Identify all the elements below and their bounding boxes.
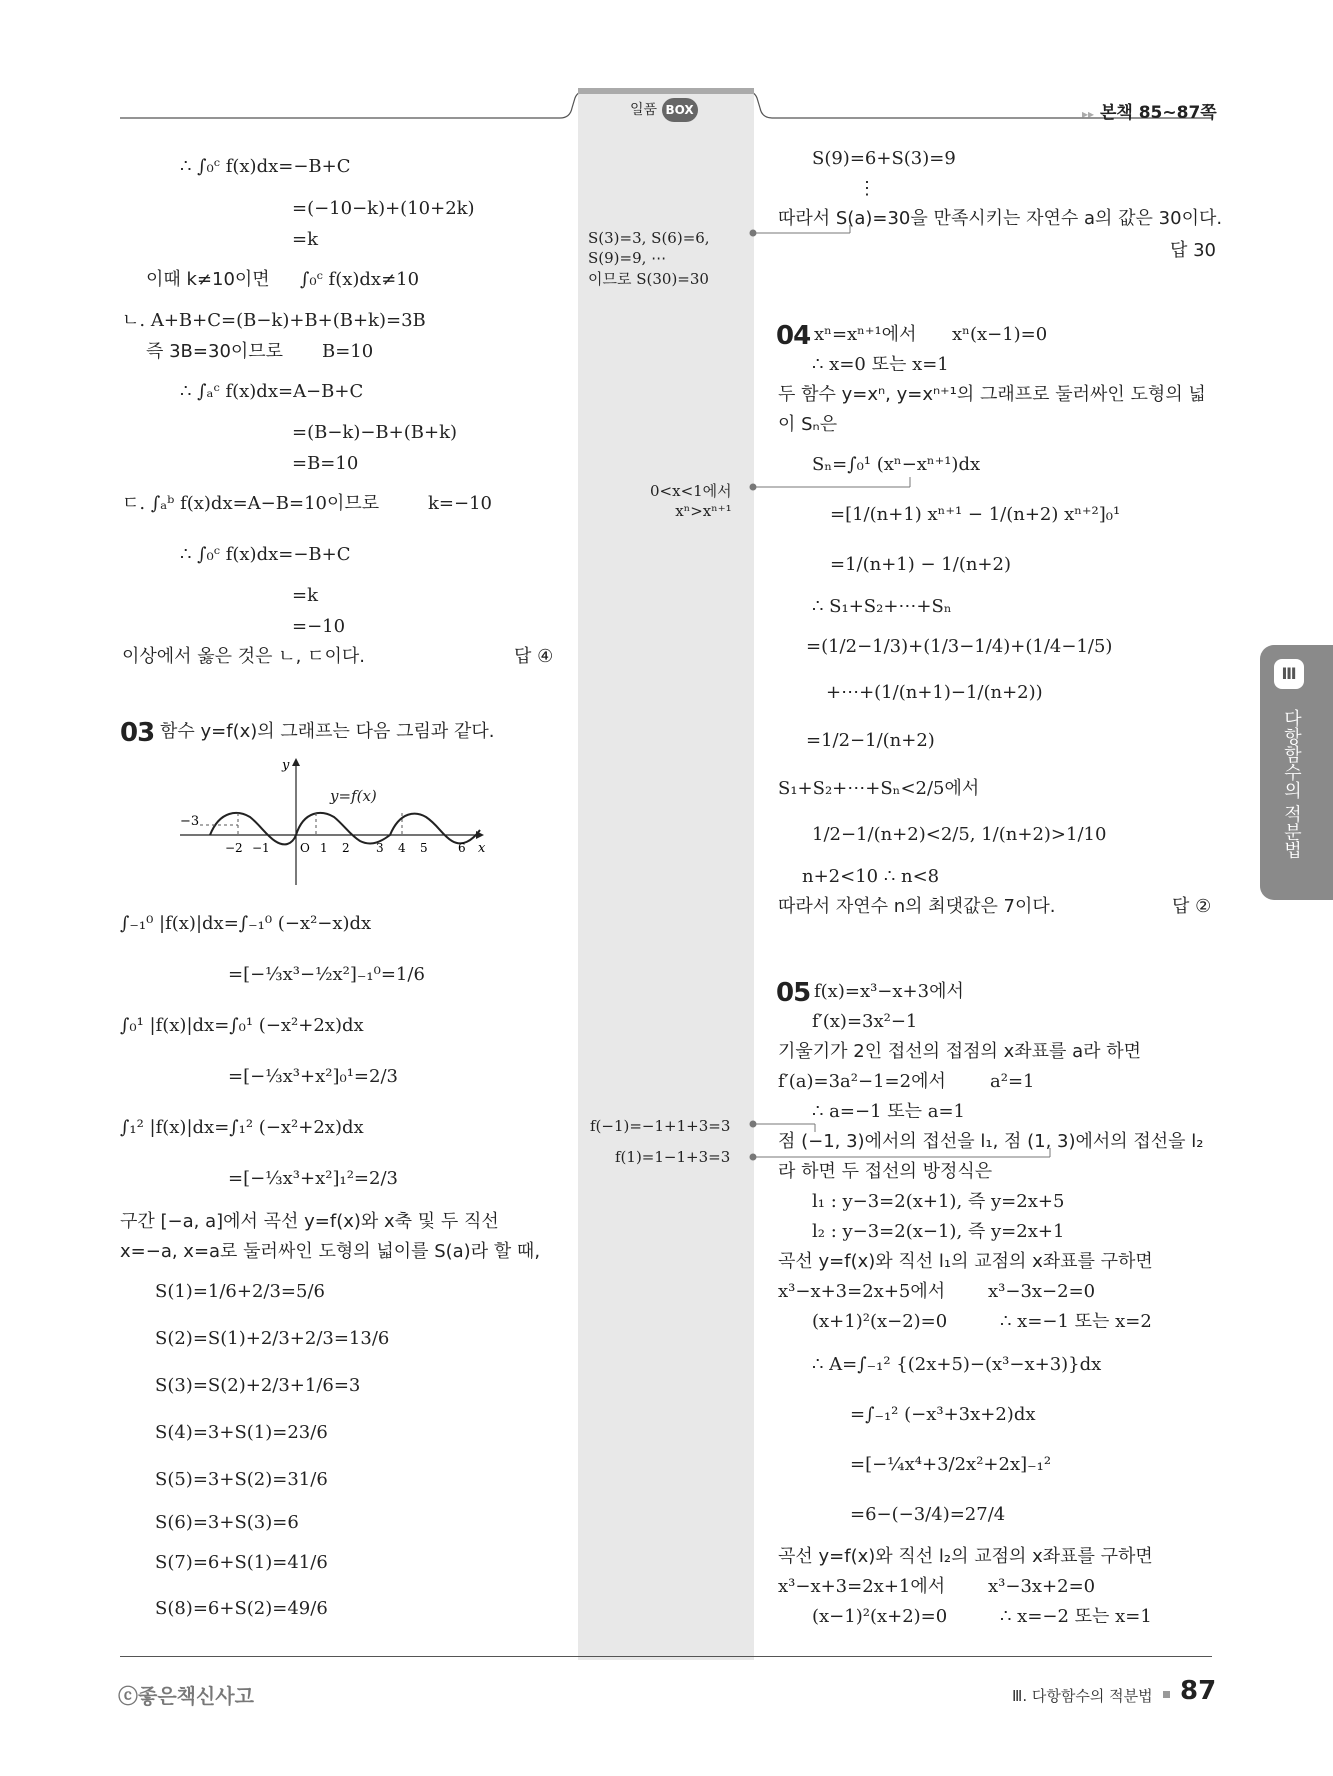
left-line-7: ∴ ∫ₐᶜ f(x)dx=A−B+C [180,381,364,402]
p04-h: =1/(n+1) − 1/(n+2) [830,554,1011,575]
s-4: S(4)=3+S(1)=23/6 [155,1422,328,1443]
svg-text:3: 3 [376,841,384,855]
p05-d: f′(a)=3a²−1=2에서 [778,1071,946,1092]
p05-h: l₁ : y−3=2(x+1), 즉 y=2x+5 [812,1191,1065,1212]
p04-b: xⁿ(x−1)=0 [952,324,1048,345]
p05-o: =[−¼x⁴+3/2x²+2x]₋₁² [850,1454,1052,1475]
svg-text:O: O [300,841,310,855]
footer-line [120,1656,1212,1657]
svg-text:x: x [478,841,486,856]
s-5: S(5)=3+S(2)=31/6 [155,1469,328,1490]
left-line-1: ∴ ∫₀ᶜ f(x)dx=−B+C [180,156,351,177]
left-line-2: =(−10−k)+(10+2k) [292,198,475,219]
p05-g: 라 하면 두 접선의 방정식은 [778,1161,993,1182]
svg-text:2: 2 [342,841,350,855]
svg-text:6: 6 [458,841,466,855]
p05-s2: ∴ x=−2 또는 x=1 [1000,1606,1152,1627]
p04-e: 이 Sₙ은 [778,414,838,435]
svg-text:5: 5 [420,841,428,855]
left-line-3: =k [292,229,318,250]
left-line-4b: ∫₀ᶜ f(x)dx≠10 [300,269,420,290]
p04-g: =[1/(n+1) xⁿ⁺¹ − 1/(n+2) xⁿ⁺²]₀¹ [830,504,1121,525]
left-line-4a: 이때 k≠10이면 [146,269,270,290]
p05-c: 기울기가 2인 접선의 접점의 x좌표를 a라 하면 [778,1041,1142,1062]
graph-function-label: y=f(x) [330,787,377,805]
p04-l: =1/2−1/(n+2) [806,730,935,751]
publisher-logo: ⓒ좋은책신사고 [118,1684,254,1708]
svg-text:−2: −2 [225,841,243,855]
problem-03-text: 함수 y=f(x)의 그래프는 다음 그림과 같다. [160,721,495,742]
left-line-9: =B=10 [292,453,359,474]
left-line-5: ㄴ. A+B+C=(B−k)+B+(B+k)=3B [122,310,426,331]
p05-l2: ∴ x=−1 또는 x=2 [1000,1311,1152,1332]
answer-4: 답 ④ [514,646,554,667]
chevron-icon: ▸▸ [1082,107,1095,121]
p05-i: l₂ : y−3=2(x−1), 즉 y=2x+1 [812,1221,1065,1242]
integral-1-result: =[−⅓x³−½x²]₋₁⁰=1/6 [228,964,425,985]
footer-separator [1163,1691,1170,1698]
p04-m: S₁+S₂+⋯+Sₙ<2/5에서 [778,778,980,799]
p05-b: f′(x)=3x²−1 [812,1011,918,1032]
note-3: f(−1)=−1+1+3=3 [590,1117,731,1135]
right-line-1: S(9)=6+S(3)=9 [812,148,956,169]
p05-s: (x−1)²(x+2)=0 [812,1606,948,1627]
p05-e: ∴ a=−1 또는 a=1 [812,1101,966,1122]
p05-a: f(x)=x³−x+3에서 [814,981,964,1002]
left-line-6b: B=10 [322,341,374,362]
p05-m: ∴ A=∫₋₁² {(2x+5)−(x³−x+3)}dx [812,1354,1102,1375]
p04-d: 두 함수 y=xⁿ, y=xⁿ⁺¹의 그래프로 둘러싸인 도형의 넓 [778,384,1206,405]
svg-text:−1: −1 [252,841,270,855]
integral-1: ∫₋₁⁰ |f(x)|dx=∫₋₁⁰ (−x²−x)dx [120,913,372,934]
answer-30: 답 30 [1170,240,1217,261]
p05-k2: x³−3x−2=0 [988,1281,1096,1302]
s-6: S(6)=3+S(3)=6 [155,1512,299,1533]
p04-j: =(1/2−1/3)+(1/3−1/4)+(1/4−1/5) [806,636,1113,657]
problem-03-number: 03 [120,718,155,748]
left-line-13: =−10 [292,616,346,637]
p04-p: 따라서 자연수 n의 최댓값은 7이다. [778,896,1056,917]
side-tab-roman: Ⅲ [1274,659,1304,689]
page-number: 87 [1180,1676,1217,1706]
p05-p: =6−(−3/4)=27/4 [850,1504,1006,1525]
p04-k: +⋯+(1/(n+1)−1/(n+2)) [826,682,1043,703]
svg-text:y: y [282,758,290,773]
left-line-6a: 즉 3B=30이므로 [146,341,284,362]
s-2: S(2)=S(1)+2/3+2/3=13/6 [155,1328,390,1349]
left-line-10a: ㄷ. ∫ₐᵇ f(x)dx=A−B=10이므로 [122,493,380,514]
page-ref: ▸▸ 본책 85~87쪽 [1082,103,1217,123]
left-line-12: =k [292,585,318,606]
problem-04-number: 04 [776,321,811,351]
s-8: S(8)=6+S(2)=49/6 [155,1598,328,1619]
s-1: S(1)=1/6+2/3=5/6 [155,1281,325,1302]
p05-q: 곡선 y=f(x)와 직선 l₂의 교점의 x좌표를 구하면 [778,1546,1153,1567]
integral-2: ∫₀¹ |f(x)|dx=∫₀¹ (−x²+2x)dx [120,1015,364,1036]
left-line-14: 이상에서 옳은 것은 ㄴ, ㄷ이다. [122,646,365,667]
p05-d2: a²=1 [990,1071,1035,1092]
right-vdots: ⋮ [858,178,876,199]
description-line-1: 구간 [−a, a]에서 곡선 y=f(x)와 x축 및 두 직선 [120,1211,499,1232]
p04-o: n+2<10 ∴ n<8 [802,866,940,887]
p04-i: ∴ S₁+S₂+⋯+Sₙ [812,596,952,617]
box-label-a: 일품 [630,102,658,118]
p04-n: 1/2−1/(n+2)<2/5, 1/(n+2)>1/10 [812,824,1107,845]
description-line-2: x=−a, x=a로 둘러싸인 도형의 넓이를 S(a)라 할 때, [120,1241,541,1262]
p05-l: (x+1)²(x−2)=0 [812,1311,948,1332]
problem-05-number: 05 [776,978,811,1008]
p05-k: x³−x+3=2x+5에서 [778,1281,946,1302]
footer-chapter: Ⅲ. 다항함수의 적분법 [1012,1687,1153,1705]
svg-text:−3: −3 [180,814,200,829]
right-line-3: 따라서 S(a)=30을 만족시키는 자연수 a의 값은 30이다. [778,208,1223,229]
s-3: S(3)=S(2)+2/3+1/6=3 [155,1375,361,1396]
p05-f: 점 (−1, 3)에서의 접선을 l₁, 점 (1, 3)에서의 접선을 l₂ [778,1131,1204,1152]
box-label-b: BOX [662,98,698,122]
p05-r2: x³−3x+2=0 [988,1576,1096,1597]
note-1: S(3)=3, S(6)=6, S(9)=9, ⋯ 이므로 S(30)=30 [588,229,710,288]
integral-2-result: =[−⅓x³+x²]₀¹=2/3 [228,1066,398,1087]
note-2: 0<x<1에서 xⁿ>xⁿ⁺¹ [650,482,732,521]
p04-c: ∴ x=0 또는 x=1 [812,354,949,375]
p04-f: Sₙ=∫₀¹ (xⁿ−xⁿ⁺¹)dx [812,454,981,475]
integral-3: ∫₁² |f(x)|dx=∫₁² (−x²+2x)dx [120,1117,364,1138]
p04-a: xⁿ=xⁿ⁺¹에서 [814,324,917,345]
left-line-11: ∴ ∫₀ᶜ f(x)dx=−B+C [180,544,351,565]
svg-text:4: 4 [398,841,406,855]
p05-r: x³−x+3=2x+1에서 [778,1576,946,1597]
note-4: f(1)=1−1+3=3 [615,1148,731,1166]
p05-n: =∫₋₁² (−x³+3x+2)dx [850,1404,1036,1425]
left-line-8: =(B−k)−B+(B+k) [292,422,457,443]
s-7: S(7)=6+S(1)=41/6 [155,1552,328,1573]
side-tab-label: 다항함수의 적분법 [1281,709,1302,859]
p05-j: 곡선 y=f(x)와 직선 l₁의 교점의 x좌표를 구하면 [778,1251,1153,1272]
integral-3-result: =[−⅓x³+x²]₁²=2/3 [228,1168,398,1189]
answer-2: 답 ② [1172,896,1212,917]
left-line-10b: k=−10 [428,493,492,514]
svg-text:1: 1 [320,841,328,855]
